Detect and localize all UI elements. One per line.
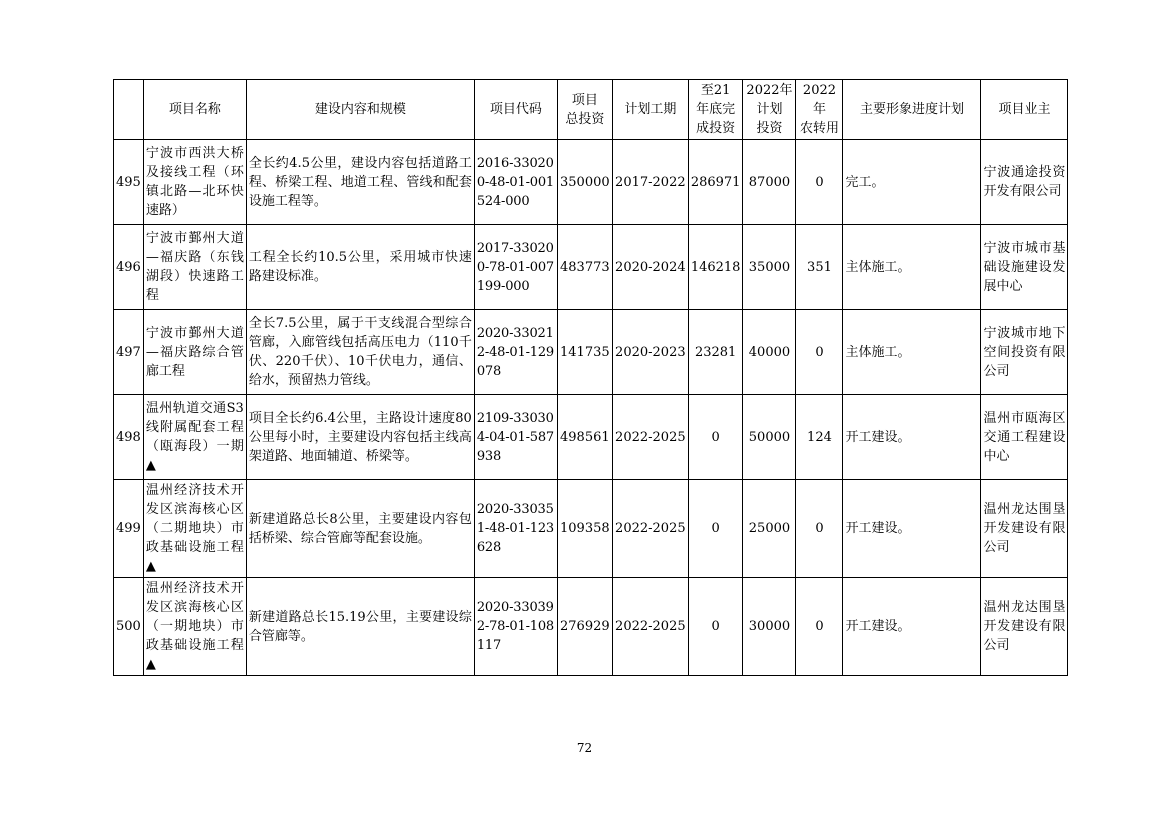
- table-row: [114, 310, 1068, 395]
- header-land-line: 2022年: [802, 83, 837, 117]
- header-plan: [743, 80, 796, 140]
- project-content: 全长约4.5公里，建设内容包括道路工程、桥梁工程、地道工程、管线和配套设施工程等。: [246, 140, 474, 225]
- total-investment: 483773: [557, 225, 612, 310]
- planned-investment: 30000: [743, 578, 796, 676]
- project-content: 项目全长约6.4公里，主路设计速度80公里每小时，主要建设内容包括主线高架道路、地面辅道、桥梁等。: [246, 395, 474, 480]
- land-conversion: 0: [796, 480, 843, 578]
- table-row: [114, 140, 1068, 225]
- total-investment: 498561: [557, 395, 612, 480]
- row-number: 499: [114, 480, 144, 578]
- project-name: 温州经济技术开发区滨海核心区（二期地块）市政基础设施工程▲: [143, 480, 246, 578]
- row-number: 500: [114, 578, 144, 676]
- project-name: 宁波市鄞州大道—福庆路综合管廊工程: [143, 310, 246, 395]
- progress-plan: 完工。: [843, 140, 981, 225]
- table-row: [114, 578, 1068, 676]
- completed-investment: 286971: [688, 140, 743, 225]
- header-name: 项目名称: [143, 80, 246, 140]
- progress-plan: 开工建设。: [843, 395, 981, 480]
- row-number: 498: [114, 395, 144, 480]
- total-investment: 109358: [557, 480, 612, 578]
- plan-period: 2022-2025: [612, 395, 688, 480]
- planned-investment: 40000: [743, 310, 796, 395]
- plan-period: 2017-2022: [612, 140, 688, 225]
- plan-period: 2022-2025: [612, 480, 688, 578]
- header-index: [114, 80, 144, 140]
- progress-plan: 主体施工。: [843, 310, 981, 395]
- header-row: [114, 80, 1068, 140]
- project-content: 工程全长约10.5公里，采用城市快速路建设标准。: [246, 225, 474, 310]
- total-investment: 350000: [557, 140, 612, 225]
- completed-investment: 23281: [688, 310, 743, 395]
- progress-plan: 开工建设。: [843, 480, 981, 578]
- project-owner: 温州市瓯海区交通工程建设中心: [981, 395, 1068, 480]
- land-conversion: 351: [796, 225, 843, 310]
- completed-investment: 0: [688, 395, 743, 480]
- header-done-line: 年底完: [696, 102, 736, 117]
- project-owner: 宁波市城市基础设施建设发展中心: [981, 225, 1068, 310]
- header-total-line: 总投资: [565, 111, 605, 127]
- header-done: [688, 80, 743, 140]
- total-investment: 141735: [557, 310, 612, 395]
- project-name: 温州轨道交通S3线附属配套工程（瓯海段）一期▲: [143, 395, 246, 480]
- project-code: 2109-330304-04-01-587938: [474, 395, 557, 480]
- header-plan-line: 计划: [756, 102, 783, 117]
- header-content: 建设内容和规模: [246, 80, 474, 140]
- completed-investment: 0: [688, 578, 743, 676]
- project-content: 新建道路总长15.19公里，主要建设综合管廊等。: [246, 578, 474, 676]
- project-code: 2016-330200-48-01-001524-000: [474, 140, 557, 225]
- land-conversion: 0: [796, 140, 843, 225]
- page-number: 72: [576, 741, 593, 755]
- land-conversion: 124: [796, 395, 843, 480]
- completed-investment: 146218: [688, 225, 743, 310]
- project-owner: 温州龙达围垦开发建设有限公司: [981, 578, 1068, 676]
- planned-investment: 50000: [743, 395, 796, 480]
- header-land: [796, 80, 843, 140]
- project-owner: 宁波通途投资开发有限公司: [981, 140, 1068, 225]
- planned-investment: 25000: [743, 480, 796, 578]
- row-number: 496: [114, 225, 144, 310]
- completed-investment: 0: [688, 480, 743, 578]
- header-code: 项目代码: [474, 80, 557, 140]
- project-name: 宁波市西洪大桥及接线工程（环镇北路—北环快速路）: [143, 140, 246, 225]
- header-done-line: 成投资: [696, 121, 736, 136]
- plan-period: 2020-2024: [612, 225, 688, 310]
- header-land-line: 农转用: [799, 121, 839, 136]
- header-total-line: 项目: [571, 92, 598, 108]
- project-code: 2020-330351-48-01-123628: [474, 480, 557, 578]
- total-investment: 276929: [557, 578, 612, 676]
- land-conversion: 0: [796, 310, 843, 395]
- row-number: 497: [114, 310, 144, 395]
- row-number: 495: [114, 140, 144, 225]
- header-done-line: 至21: [700, 83, 731, 98]
- project-code: 2020-330392-78-01-108117: [474, 578, 557, 676]
- header-plan-line: 2022年: [746, 83, 793, 98]
- land-conversion: 0: [796, 578, 843, 676]
- project-content: 新建道路总长8公里，主要建设内容包括桥梁、综合管廊等配套设施。: [246, 480, 474, 578]
- planned-investment: 87000: [743, 140, 796, 225]
- plan-period: 2022-2025: [612, 578, 688, 676]
- header-owner: 项目业主: [981, 80, 1068, 140]
- project-code: 2020-330212-48-01-129078: [474, 310, 557, 395]
- table-row: [114, 480, 1068, 578]
- table-row: [114, 395, 1068, 480]
- project-name: 宁波市鄞州大道—福庆路（东钱湖段）快速路工程: [143, 225, 246, 310]
- header-progress: 主要形象进度计划: [843, 80, 981, 140]
- plan-period: 2020-2023: [612, 310, 688, 395]
- planned-investment: 35000: [743, 225, 796, 310]
- table-row: [114, 225, 1068, 310]
- project-code: 2017-330200-78-01-007199-000: [474, 225, 557, 310]
- project-owner: 温州龙达围垦开发建设有限公司: [981, 480, 1068, 578]
- header-total: [557, 80, 612, 140]
- project-content: 全长7.5公里，属于干支线混合型综合管廊，入廊管线包括高压电力（110千伏、220千伏）、10千伏电力，通信、给水，预留热力管线。: [246, 310, 474, 395]
- project-owner: 宁波城市地下空间投资有限公司: [981, 310, 1068, 395]
- progress-plan: 主体施工。: [843, 225, 981, 310]
- header-plan-line: 投资: [756, 121, 783, 136]
- header-period: 计划工期: [612, 80, 688, 140]
- progress-plan: 开工建设。: [843, 578, 981, 676]
- project-name: 温州经济技术开发区滨海核心区（一期地块）市政基础设施工程▲: [143, 578, 246, 676]
- project-table: [113, 79, 1068, 676]
